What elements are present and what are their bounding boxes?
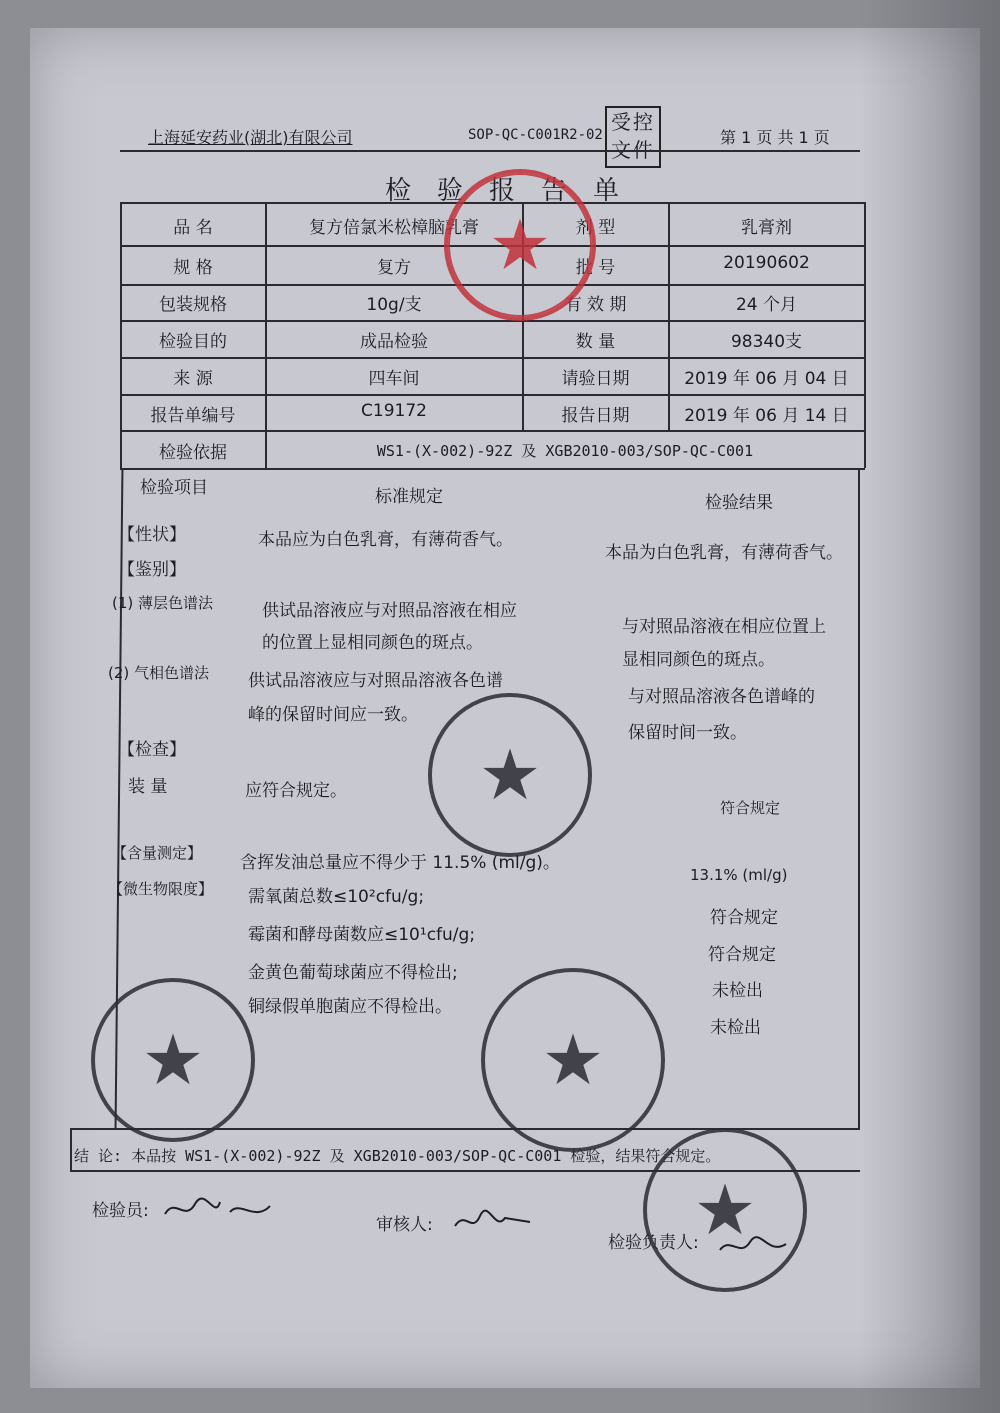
value-request-date: 2019 年 06 月 04 日 — [684, 369, 849, 389]
gc-standard-line-1: 供试品溶液应与对照品溶液各色谱 — [248, 671, 503, 691]
red-company-seal: ★ — [440, 165, 600, 325]
microbial-standard-4: 铜绿假单胞菌应不得检出。 — [248, 997, 452, 1017]
tlc-label: (1) 薄层色谱法 — [112, 594, 214, 612]
microbial-result-3: 未检出 — [712, 981, 763, 1001]
tlc-result-line-1: 与对照品溶液在相应位置上 — [622, 617, 826, 637]
value-product-name: 复方倍氯米松樟脑乳膏 — [309, 218, 479, 238]
label-batch-no: 批 号 — [575, 258, 616, 278]
value-package-spec: 10g/支 — [366, 295, 422, 315]
microbial-standard-2: 霉菌和酵母菌数应≤10¹cfu/g; — [248, 925, 476, 945]
microbial-standard-3: 金黄色葡萄球菌应不得检出; — [248, 963, 458, 983]
microbial-result-2: 符合规定 — [708, 945, 776, 965]
qc-inspection-seal: ★ — [425, 690, 595, 860]
label-report-no: 报告单编号 — [150, 406, 236, 426]
value-quantity: 98340支 — [730, 332, 803, 352]
section-identification-title: 【鉴别】 — [118, 560, 186, 580]
header-rule — [120, 150, 860, 152]
fill-volume-label: 装 量 — [128, 777, 168, 797]
tlc-standard-line-1: 供试品溶液应与对照品溶液在相应 — [262, 601, 517, 621]
label-request-date: 请验日期 — [561, 369, 630, 389]
fill-volume-standard: 应符合规定。 — [245, 781, 347, 801]
label-source: 来 源 — [173, 369, 213, 389]
value-purpose: 成品检验 — [360, 332, 428, 352]
control-stamp-line-1: 受控 — [611, 110, 655, 134]
value-report-date: 2019 年 06 月 14 日 — [684, 406, 849, 426]
value-dosage-form: 乳膏剂 — [741, 218, 792, 238]
value-validity: 24 个月 — [735, 295, 798, 315]
appearance-result: 本品为白色乳膏，有薄荷香气。 — [605, 543, 843, 563]
section-appearance-title: 【性状】 — [118, 525, 186, 545]
right-seal: ★ — [640, 1125, 810, 1295]
tlc-result-line-2: 显相同颜色的斑点。 — [622, 650, 775, 670]
body-right-border — [858, 468, 860, 1128]
center-qc-seal: ★ — [478, 965, 668, 1155]
inspector-label: 检验员: — [92, 1201, 149, 1221]
label-quantity: 数 量 — [575, 332, 616, 352]
col-header-standard: 标准规定 — [375, 487, 443, 507]
label-report-date: 报告日期 — [561, 406, 630, 426]
label-specification: 规 格 — [173, 258, 213, 278]
label-dosage-form: 剂 型 — [575, 218, 616, 238]
assay-result: 13.1% (ml/g) — [690, 866, 788, 884]
section-microbial-title: 【微生物限度】 — [108, 880, 214, 898]
value-batch-no: 20190602 — [723, 253, 810, 273]
gc-result-line-2: 保留时间一致。 — [628, 723, 747, 743]
value-basis: WS1-(X-002)-92Z 及 XGB2010-003/SOP-QC-C001 — [376, 442, 754, 460]
reviewer-signature — [450, 1206, 540, 1243]
controlled-document-stamp — [605, 106, 661, 168]
fill-volume-result: 符合规定 — [720, 799, 781, 817]
inspector-signature — [160, 1192, 280, 1231]
page-info: 第 1 页 共 1 页 — [720, 128, 830, 147]
label-package-spec: 包装规格 — [159, 295, 227, 315]
supervisor-label: 检验负责人: — [608, 1233, 699, 1253]
conclusion-text: 结 论: 本品按 WS1-(X-002)-92Z 及 XGB2010-003/SOP-QC-C001 检验，结果符合规定。 — [74, 1147, 721, 1165]
assay-standard: 含挥发油总量应不得少于 11.5% (ml/g)。 — [240, 853, 560, 873]
conclusion-left-border — [70, 1128, 72, 1170]
label-purpose: 检验目的 — [159, 332, 227, 352]
document-code: SOP-QC-C001R2-02 — [468, 127, 603, 143]
label-product-name: 品 名 — [173, 218, 213, 238]
value-specification: 复方 — [377, 258, 411, 278]
microbial-result-1: 符合规定 — [710, 908, 778, 928]
page-edge-shadow — [860, 0, 1000, 1413]
gc-standard-line-2: 峰的保留时间应一致。 — [248, 705, 418, 725]
company-name: 上海延安药业(湖北)有限公司 — [148, 128, 353, 147]
label-validity: 有 效 期 — [564, 295, 627, 315]
control-stamp-line-2: 文件 — [611, 138, 655, 162]
report-title: 检验报告单 — [385, 176, 646, 206]
left-qc-seal: ★ — [88, 975, 258, 1145]
reviewer-label: 审核人: — [376, 1215, 433, 1235]
appearance-standard: 本品应为白色乳膏，有薄荷香气。 — [258, 530, 513, 550]
microbial-result-4: 未检出 — [710, 1018, 761, 1038]
value-source: 四车间 — [368, 369, 420, 389]
tlc-standard-line-2: 的位置上显相同颜色的斑点。 — [262, 633, 483, 653]
label-basis: 检验依据 — [159, 443, 227, 463]
value-report-no: C19172 — [361, 401, 427, 421]
gc-result-line-1: 与对照品溶液各色谱峰的 — [628, 687, 815, 707]
section-inspection-title: 【检查】 — [118, 740, 186, 760]
section-assay-title: 【含量测定】 — [112, 844, 203, 862]
microbial-standard-1: 需氧菌总数≤10²cfu/g; — [248, 887, 425, 907]
col-header-item: 检验项目 — [140, 478, 208, 498]
gc-label: (2) 气相色谱法 — [108, 664, 210, 682]
col-header-result: 检验结果 — [705, 493, 773, 513]
